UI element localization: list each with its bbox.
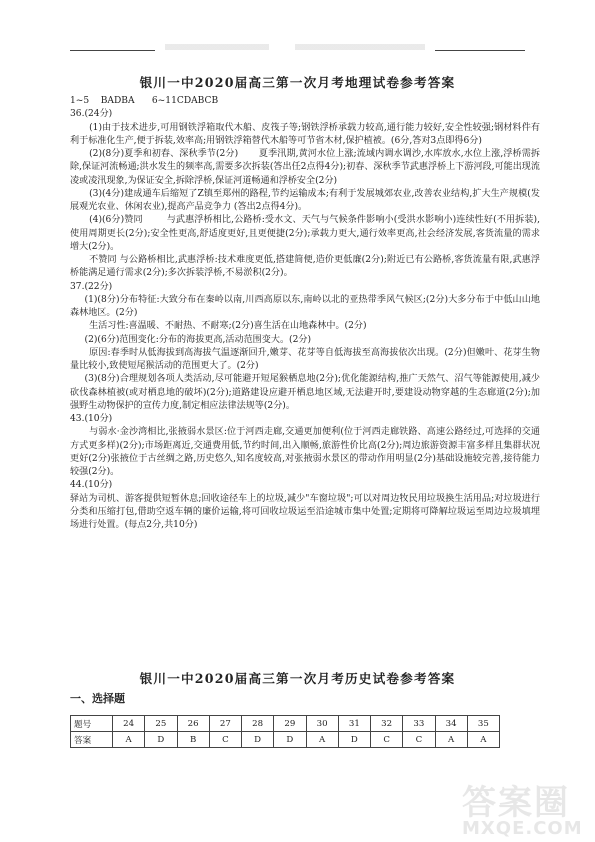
table-cell: 28 (242, 716, 274, 732)
table-cell: 34 (435, 716, 467, 732)
q37-part1: (1)(8分)分布特征:大致分布在秦岭以南,川西高原以东,南岭以北的亚热带季风气候区;(2分)大多分布于中低山山地森林地区。(2分) (70, 294, 540, 318)
table-row-numbers (71, 716, 500, 732)
q36-part2: (2)(8分)夏季和初春、深秋季节(2分) 夏季汛期,黄河水位上涨;流域内调水调沙,水库放水,水位上涨,浮桥需拆除,保证河流畅通;洪水发生的频率高,需要多次拆装(答出任2点得4分);初春、深秋季节武惠浮桥上下游河段,可能出现流凌或凌汛现象,为保证安全,拆除浮桥,保证河道畅通和浮桥安全(2分) (70, 149, 540, 186)
question-37-header: 37.(22分) (70, 281, 113, 292)
q37-part2: (2)(6分)范围变化:分布的海拔更高,活动范围变大。(2分) (84, 334, 312, 345)
question-43-header: 43.(10分) (70, 414, 113, 424)
table-cell: 25 (145, 716, 177, 732)
faded-header-text (165, 44, 425, 50)
question-36-header: 36.(24分) (70, 109, 113, 120)
table-cell: A (113, 732, 145, 748)
table-cell: 32 (371, 716, 403, 732)
choice-answers: 1~5 BADBA 6~11CDABCB (70, 96, 219, 106)
q37-reason: 原因:春季时从低海拔到高海拔气温逐渐回升,嫩芽、花芽等自低海拔至高海拔依次出现。(2分)但嫩叶、花芽生物量比较小,致使短尾猴活动的范围更大了。(2分) (70, 347, 540, 371)
q36-part1: (1)由于技术进步,可用钢铁浮箱取代木船、皮筏子等;钢铁浮桥承载力较高,通行能力较好,安全性较强;钢材料件有利于标准化生产,便于拆装,效率高;用钢铁浮箱替代木船等可节省木材,保护植被。(6分,答对3点即得6分) (70, 122, 540, 146)
geography-answers (70, 95, 540, 532)
table-cell: A (306, 732, 338, 748)
table-cell: 26 (177, 716, 209, 732)
table-cell: A (467, 732, 499, 748)
q36-part3: (3)(4分)建成通车后缩短了Z镇至郑州的路程,节约运输成本;有利于发展城郊农业,改善农业结构,扩大生产规模(发展观光农业、休闲农业),提高产品竞争力 (答出2点得4分)。 (70, 188, 540, 212)
history-answer-table (70, 715, 500, 748)
table-cell: 35 (467, 716, 499, 732)
table-cell: 33 (403, 716, 435, 732)
watermark-logo-url: MXQE.COM (462, 818, 583, 839)
watermark-logo (462, 775, 587, 837)
table-cell: 29 (274, 716, 306, 732)
q44-answer: 驿站为司机、游客提供短暂休息;回收途径车上的垃圾,减少"车窗垃圾";可以对周边牧民用垃圾换生活用品;对垃圾进行分类和压缩打包,借助空返车辆的廉价运输,将可回收垃圾运至沿途城市集中处置;定期将可降解垃圾运至周边垃圾填埋场进行处置。(每点2分,共10分) (70, 493, 540, 530)
table-cell: C (209, 732, 241, 748)
q36-part4-disagree: 不赞同 与公路桥相比,武惠浮桥:技术难度更低,搭建简便,造价更低廉(2分);附近已有公路桥,客货流量有限,武惠浮桥能满足通行需求(2分);多次拆装浮桥,不易淤积(2分)。 (70, 255, 540, 279)
table-cell: C (371, 732, 403, 748)
geography-answer-title: 银川一中2020届高三第一次月考地理试卷参考答案 (139, 75, 456, 90)
watermark-logo-text: 答案圈 (462, 783, 570, 823)
row-label-answer: 答案 (71, 732, 113, 748)
table-cell: D (338, 732, 370, 748)
table-cell: 31 (338, 716, 370, 732)
q37-habits: 生活习性:喜温暖、不耐热、不耐寒;(2分)喜生活在山地森林中。(2分) (89, 321, 367, 332)
table-cell: 27 (209, 716, 241, 732)
table-cell: C (403, 732, 435, 748)
table-cell: 24 (113, 716, 145, 732)
history-answer-title: 银川一中2020届高三第一次月考历史试卷参考答案 (139, 671, 456, 686)
q37-part3: (3)(8分)合理规划各项人类活动,尽可能避开短尾猴栖息地(2分);优化能源结构,推广天然气、沼气等能源使用,减少砍伐森林植被(或对栖息地的破坏)(2分);道路建设应避开栖息地区域,无法避开时,要建设动物穿越的生态廊道(2分);加强野生动物保护的宣传力度,制定相应法律法规等(2分)。 (70, 374, 540, 411)
table-cell: D (145, 732, 177, 748)
row-label-number: 题号 (71, 716, 113, 732)
header-line-right (435, 50, 525, 51)
section-choice-heading: 一、选择题 (70, 692, 125, 705)
header-line-left (70, 50, 155, 51)
table-cell: B (177, 732, 209, 748)
table-row-answers (71, 732, 500, 748)
table-cell: A (435, 732, 467, 748)
q43-answer: 与弱水·金沙湾相比,张掖弱水景区:位于河西走廊,交通更加便利(位于河西走廊铁路、高速公路经过,可选择的交通方式更多样)(2分);市场距离近,交通费用低,节约时间,出入顺畅,旅游性价比高(2分);周边旅游资源丰富多样且集群状况更好(2分)张掖位于古丝绸之路,历史悠久,知名度较高,对张掖弱水景区的带动作用明显(2分)基础设施较完善,接待能力较强(2分)。 (70, 427, 540, 477)
table-cell: D (242, 732, 274, 748)
table-cell: D (274, 732, 306, 748)
q36-part4-agree: (4)(6分)赞同 与武惠浮桥相比,公路桥:受水文、天气与气候条件影响小(受洪水影响小)连续性好(不用拆装),使用周期更长(2分);安全性更高,舒适度更好,且更便捷(2分);承载力更大,通行效率更高,社会经济发展,客货流量的需求增大(2分)。 (70, 215, 540, 252)
table-cell: 30 (306, 716, 338, 732)
question-44-header: 44.(10分) (70, 480, 113, 491)
